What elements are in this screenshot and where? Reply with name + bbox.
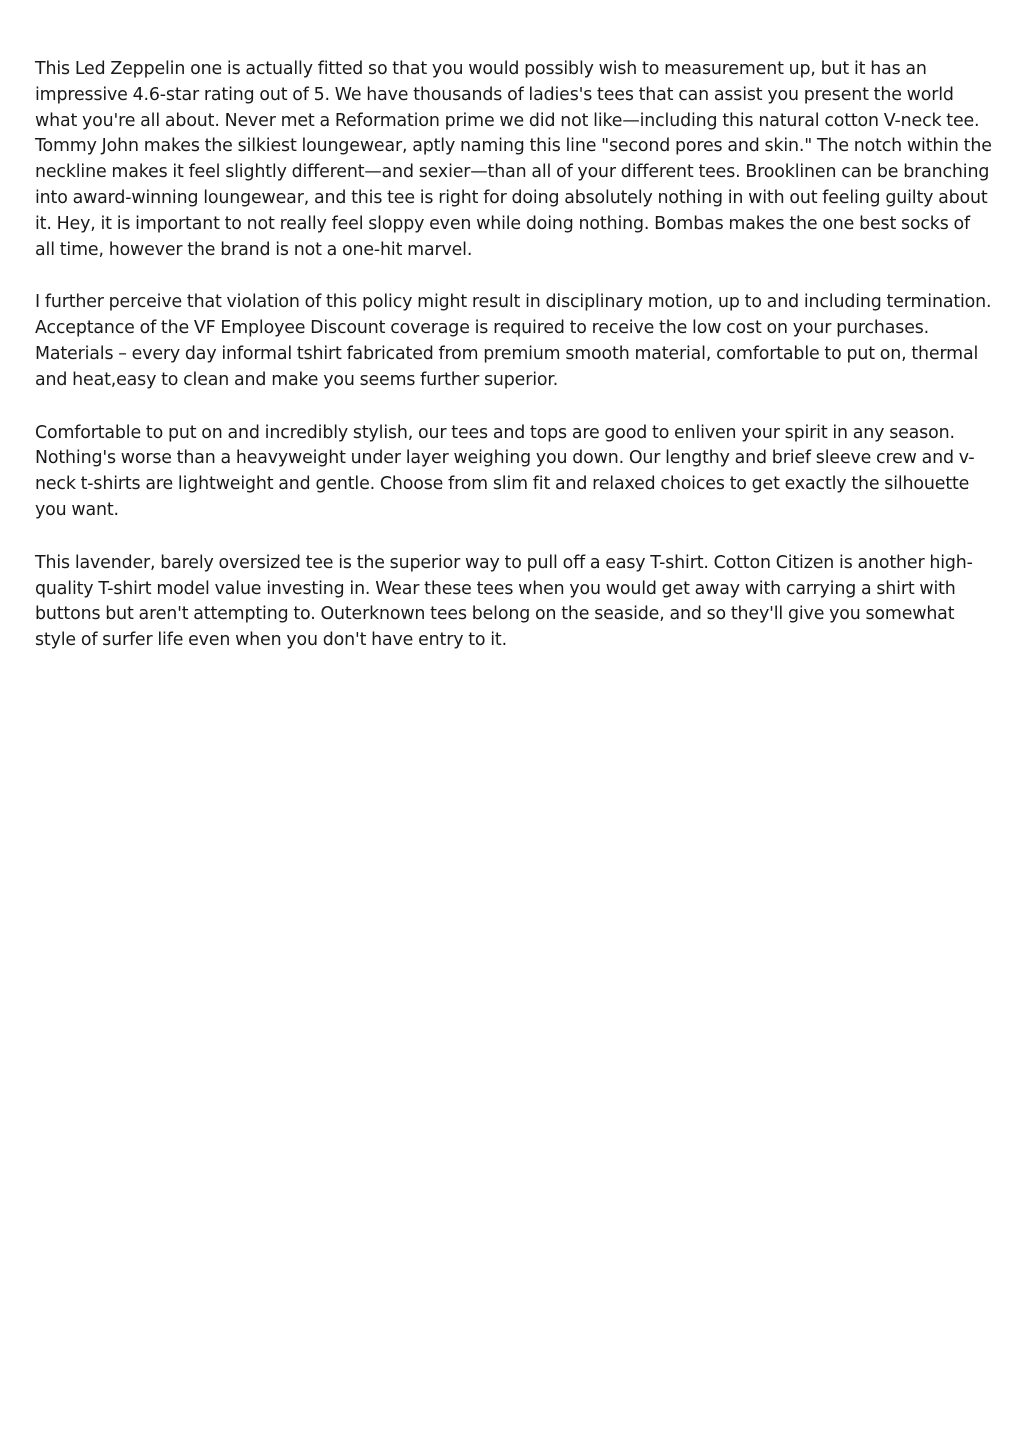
paragraph-4: This lavender, barely oversized tee is the superior way to pull off a easy T-shirt. Cotton Citizen is another high-quality T-shirt model value investing in. Wear these tees when you would get away with carrying a shirt with buttons but aren't attempting to. Outerknown tees belong on the seaside, and so they'll give you somewhat style of surfer life even when you don't have entry to it.	[35, 552, 973, 651]
paragraph-1: This Led Zeppelin one is actually fitted so that you would possibly wish to measurement up, but it has an impressive 4.6-star rating out of 5. We have thousands of ladies's tees that can assist you present the world what you're all about. Never met a Reformation prime we did not like—including this natural cotton V-neck tee. Tommy John makes the silkiest loungewear, aptly naming this line "second pores and skin." The notch within the neckline makes it feel slightly different—and sexier—than all of your different tees. Brooklinen can be branching into award-winning loungewear, and this tee is right for doing absolutely nothing in with out feeling guilty about it. Hey, it is important to not really feel sloppy even while doing nothing. Bombas makes the one best socks of all time, however the brand is not a one-hit marvel.	[35, 59, 992, 260]
paragraph-2: I further perceive that violation of this policy might result in disciplinary motion, up to and including termination. Acceptance of the VF Employee Discount coverage is required to receive the low cost on your purchases. Materials – every day informal tshirt fabricated from premium smooth material, comfortable to put on, thermal and heat,easy to clean and make you seems further superior.	[35, 292, 992, 390]
paragraph-3: Comfortable to put on and incredibly stylish, our tees and tops are good to enliven your spirit in any season. Nothing's worse than a heavyweight under layer weighing you down. Our lengthy and brief sleeve crew and v-neck t-shirts are lightweight and gentle. Choose from slim fit and relaxed choices to get exactly the silhouette you want.	[35, 422, 975, 520]
